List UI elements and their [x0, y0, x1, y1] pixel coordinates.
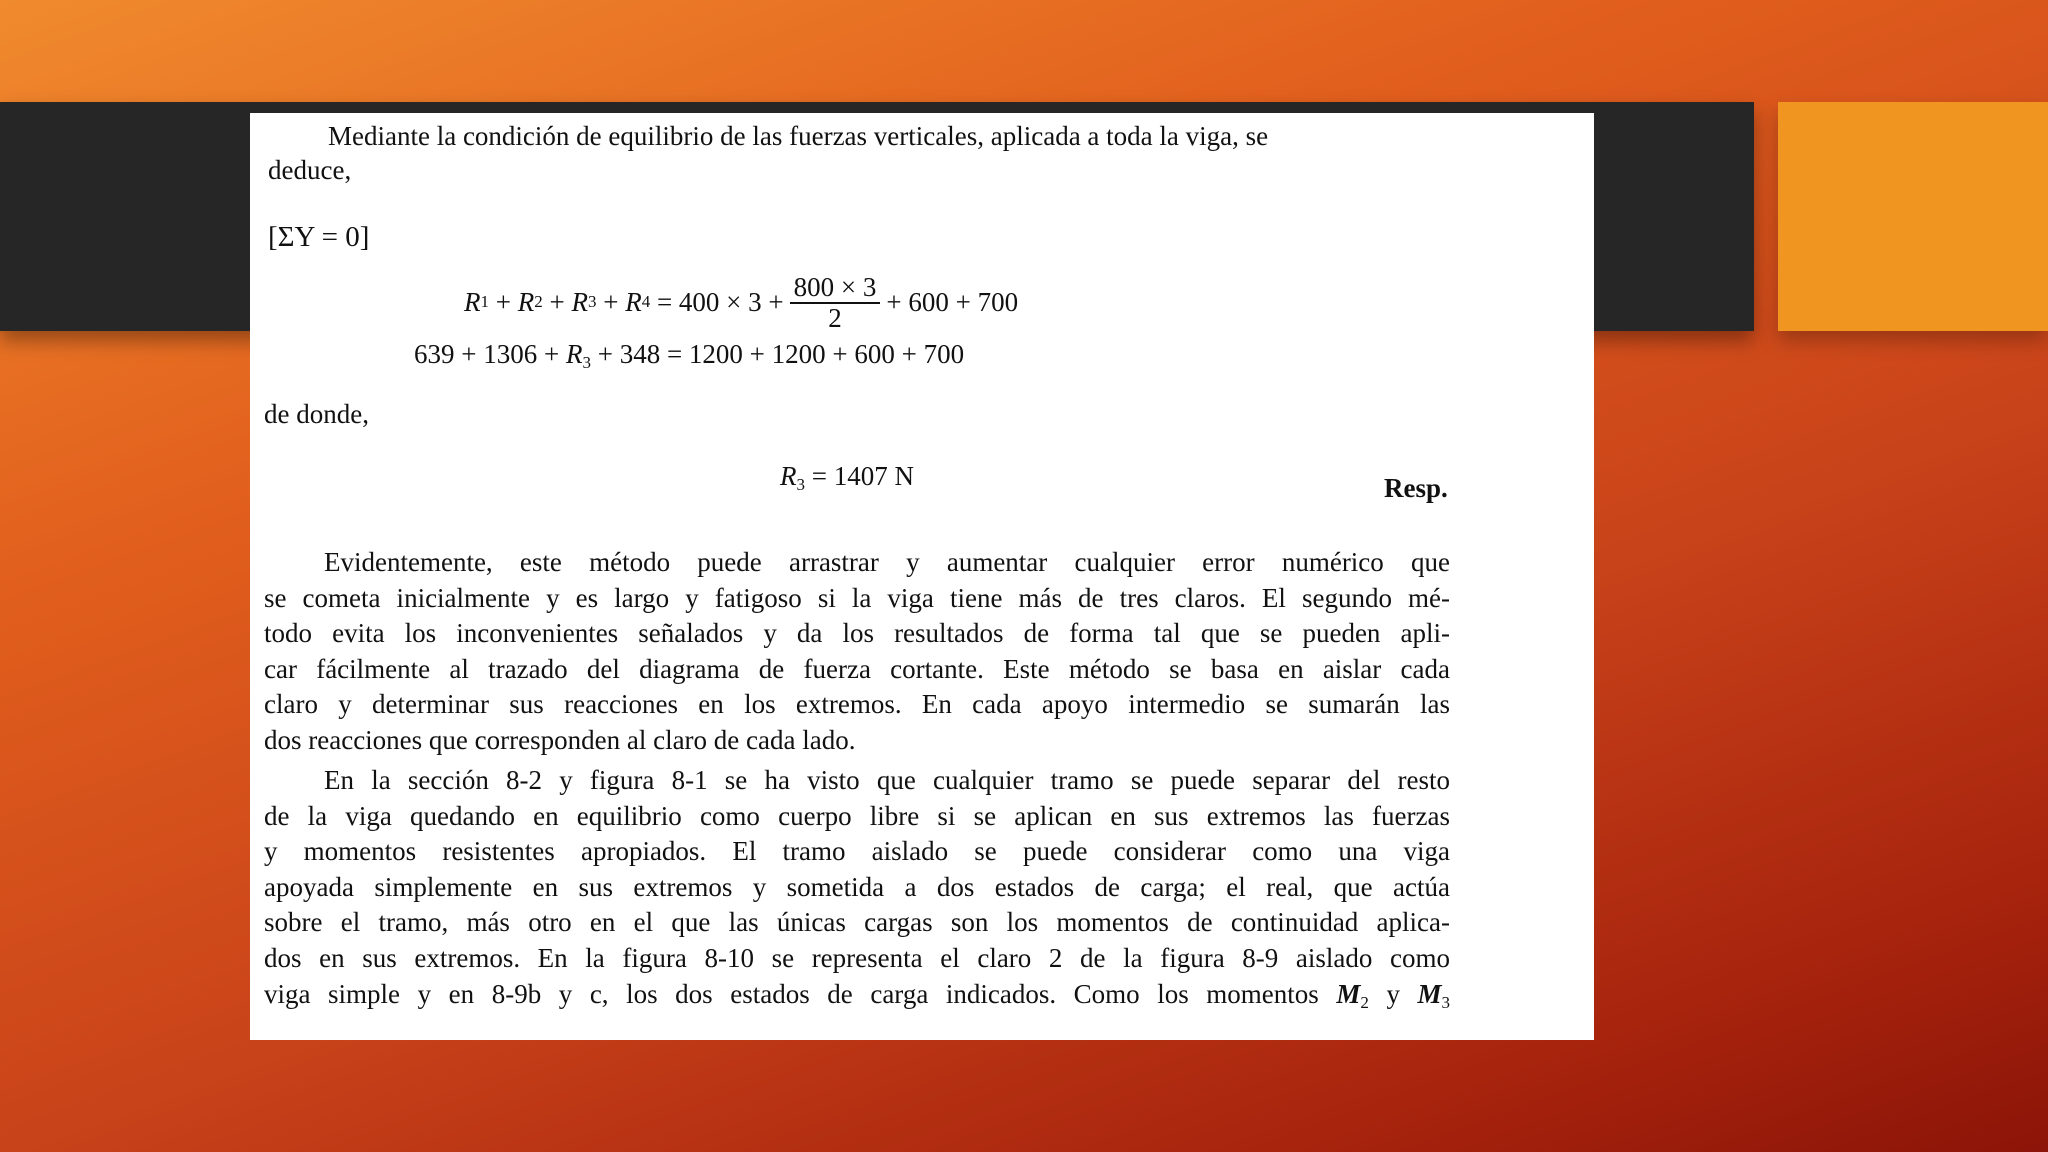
- eq2-part-a: 639 + 1306 +: [414, 339, 560, 369]
- moment-m3-sub: 3: [1441, 992, 1451, 1012]
- result-value: = 1407 N: [811, 461, 914, 491]
- eq1-fraction-denominator: 2: [828, 303, 842, 333]
- eq1-r1-sub: 1: [480, 292, 489, 311]
- eq1-r1: R: [464, 286, 481, 317]
- equation-2: [414, 339, 964, 373]
- para1-line: claro y determinar sus reacciones en los extremos. En cada apoyo intermedio se sumarán las: [264, 689, 1450, 720]
- paragraph-1: [264, 545, 1450, 759]
- de-donde: de donde,: [264, 399, 369, 429]
- para1-line: se cometa inicialmente y es largo y fatigoso si la viga tiene más de tres claros. El segundo mé-: [264, 582, 1450, 613]
- result-equation: [780, 461, 914, 495]
- result-r3-sub: 3: [796, 475, 805, 494]
- equation-1: R 1 + R 2 + R 3 + R 4 = 400 × 3 + $\frac{800 \times 3}{2}$ + 600 + 700: [464, 272, 1019, 333]
- para2-line: apoyada simplemente en sus extremos y sometida a dos estados de carga; el real, que actúa: [264, 871, 1450, 902]
- para2-last-line-text: viga simple y en 8-9b y c, los dos estados de carga indicados. Como los momentos: [264, 978, 1319, 1009]
- resp-label: Resp.: [1384, 473, 1448, 503]
- eq1-r3: R: [571, 286, 588, 317]
- eq1-r3-sub: 3: [587, 292, 597, 311]
- eq2-r3-sub: 3: [582, 353, 591, 372]
- para1-line: todo evita los inconvenientes señalados y da los resultados de forma tal que se pueden apli-: [264, 618, 1450, 649]
- eq1-rhs-b: + 600 + 700: [886, 286, 1019, 317]
- equilibrium-condition: [ΣY = 0]: [268, 221, 370, 253]
- para1-line: car fácilmente al trazado del diagrama de fuerza cortante. Este método se basa en aislar cada: [264, 653, 1450, 684]
- para2-line: sobre el tramo, más otro en el que las únicas cargas son los momentos de continuidad aplica-: [264, 907, 1450, 938]
- paragraph-2: [264, 763, 1450, 1020]
- para1-line: Evidentemente, este método puede arrastrar y aumentar cualquier error numérico que: [324, 547, 1450, 577]
- moment-m2-sub: 2: [1360, 992, 1369, 1012]
- eq2-r3: R: [565, 339, 583, 369]
- moment-m3: M: [1417, 978, 1442, 1009]
- eq1-fraction: [790, 272, 881, 332]
- moment-m2: M: [1336, 978, 1361, 1009]
- para2-line: dos en sus extremos. En la figura 8-10 se representa el claro 2 de la figura 8-9 aislado como: [264, 942, 1450, 973]
- eq1-r2: R: [517, 286, 535, 317]
- eq1-r4: R: [625, 286, 642, 317]
- para2-line: de la viga quedando en equilibrio como cuerpo libre si se aplican en sus extremos las fuerzas: [264, 800, 1450, 831]
- para2-line: y momentos resistentes apropiados. El tramo aislado se puede considerar como una viga: [264, 836, 1450, 867]
- conjunction-y: y: [1386, 978, 1400, 1009]
- para2-line: En la sección 8-2 y figura 8-1 se ha visto que cualquier tramo se puede separar del resto: [324, 765, 1450, 795]
- intro-line-2: deduce,: [268, 155, 352, 185]
- eq1-fraction-numerator: 800 × 3: [790, 272, 881, 304]
- scanned-text-page: [250, 113, 1594, 1040]
- eq1-r2-sub: 2: [534, 292, 543, 311]
- orange-accent-block: [1778, 102, 2048, 331]
- para2-last-line: [264, 977, 1450, 1021]
- eq1-r4-sub: 4: [641, 292, 651, 311]
- intro-line-1: Mediante la condición de equilibrio de las fuerzas verticales, aplicada a toda la viga, se: [328, 121, 1269, 151]
- eq2-part-b: + 348 = 1200 + 1200 + 600 + 700: [597, 339, 965, 369]
- para1-line: dos reacciones que corresponden al claro de cada lado.: [264, 724, 856, 755]
- eq1-rhs-a: = 400 × 3 +: [656, 286, 784, 317]
- result-r3: R: [780, 461, 797, 491]
